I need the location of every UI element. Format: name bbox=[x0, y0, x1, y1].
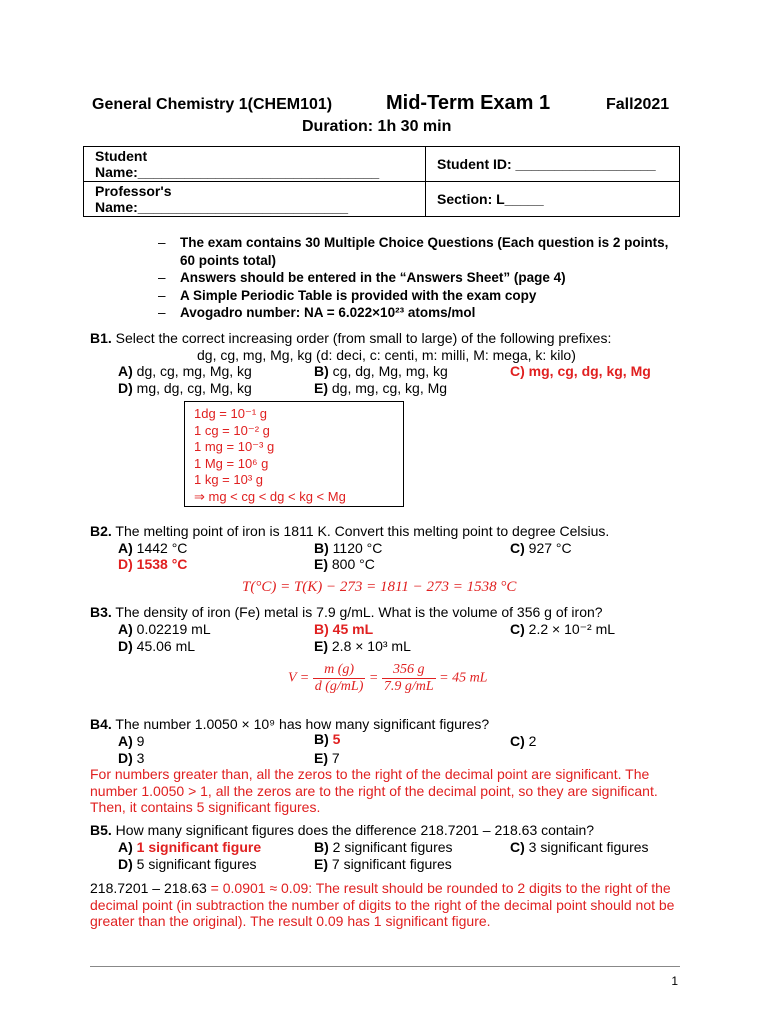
b4-option-a[interactable]: A) 9 bbox=[118, 733, 145, 749]
b2-option-b[interactable]: B) 1120 °C bbox=[314, 540, 383, 556]
b2-option-e[interactable]: E) 800 °C bbox=[314, 556, 375, 572]
student-id-field[interactable]: Student ID: __________________ bbox=[426, 147, 680, 182]
b5-option-d[interactable]: D) 5 significant figures bbox=[118, 856, 257, 872]
b3-option-a[interactable]: A) 0.02219 mL bbox=[118, 621, 211, 637]
question-b1 bbox=[90, 330, 611, 347]
b1-option-c-correct[interactable]: C) mg, cg, dg, kg, Mg bbox=[510, 363, 651, 379]
b4-option-c[interactable]: C) 2 bbox=[510, 733, 537, 749]
solution-line: 1 Mg = 10⁶ g bbox=[194, 455, 269, 471]
b1-option-e[interactable]: E) dg, mg, cg, kg, Mg bbox=[314, 380, 448, 396]
footer-divider bbox=[90, 966, 680, 967]
question-b5: B5. How many significant figures does the difference 218.7201 – 218.63 contain? bbox=[90, 822, 595, 838]
b1-option-d[interactable]: D) mg, dg, cg, Mg, kg bbox=[118, 380, 252, 396]
b5-option-a-correct[interactable]: A) 1 significant figure bbox=[118, 839, 262, 855]
exam-title: Mid-Term Exam 1 bbox=[386, 92, 551, 114]
question-text: Select the correct increasing order (from small to large) of the following prefixes: bbox=[111, 330, 612, 346]
exam-duration: Duration: 1h 30 min bbox=[302, 118, 452, 135]
question-label: B1. bbox=[90, 330, 112, 346]
question-b2: B2. The melting point of iron is 1811 K. Convert this melting point to degree Celsius. bbox=[90, 523, 610, 539]
exam-term: Fall2021 bbox=[606, 96, 670, 113]
solution-line: 1 kg = 10³ g bbox=[194, 472, 264, 487]
question-b4: B4. The number 1.0050 × 10⁹ has how many significant figures? bbox=[90, 716, 490, 732]
b2-option-d-correct[interactable]: D) 1538 °C bbox=[118, 556, 188, 572]
solution-line: 1dg = 10⁻¹ g bbox=[194, 406, 267, 421]
b4-option-e[interactable]: E) 7 bbox=[314, 750, 340, 766]
b2-option-c[interactable]: C) 927 °C bbox=[510, 540, 572, 556]
student-info-table bbox=[83, 146, 680, 217]
b1-option-a[interactable]: A) dg, cg, mg, Mg, kg bbox=[118, 363, 252, 379]
solution-line: 1 cg = 10⁻² g bbox=[194, 422, 270, 438]
b5-option-e[interactable]: E) 7 significant figures bbox=[314, 856, 452, 872]
exam-rules-list bbox=[158, 234, 685, 322]
solution-line: 1 mg = 10⁻³ g bbox=[194, 439, 275, 454]
b4-option-d[interactable]: D) 3 bbox=[118, 750, 145, 766]
solution-line: ⇒ mg < cg < dg < kg < Mg bbox=[194, 488, 346, 504]
b4-option-b-correct[interactable]: B) 5 bbox=[314, 731, 341, 747]
b2-option-a[interactable]: A) 1442 °C bbox=[118, 540, 188, 556]
page-number: 1 bbox=[671, 974, 678, 988]
rule-item: – Answers should be entered in the “Answers Sheet” (page 4) bbox=[158, 269, 685, 287]
rule-item: – A Simple Periodic Table is provided with the exam copy bbox=[158, 287, 685, 305]
b1-option-b[interactable]: B) cg, dg, Mg, mg, kg bbox=[314, 363, 448, 379]
b5-explanation: 218.7201 – 218.63 = 0.0901 ≈ 0.09: The result should be rounded to 2 digits to the right of the decimal point (in subtraction the number of digits to the right of the decimal point should not be greater than the original). The result 0.09 has 1 significant figure. bbox=[90, 880, 675, 929]
b3-solution-equation: V = $\frac{m (g)}{d (g/mL)}$ = $\frac{356 g}{7.9 g/mL}$ = 45 mL bbox=[288, 662, 488, 694]
b2-solution-equation: T(°C) = T(K) − 273 = 1811 − 273 = 1538 °C bbox=[242, 579, 517, 595]
section-field[interactable]: Section: L_____ bbox=[426, 182, 680, 217]
course-title: General Chemistry 1(CHEM101) bbox=[92, 96, 333, 113]
question-b1-subline: dg, cg, mg, Mg, kg (d: deci, c: centi, m: milli, M: mega, k: kilo) bbox=[197, 347, 576, 363]
b3-option-e[interactable]: E) 2.8 × 10³ mL bbox=[314, 638, 411, 654]
professor-name-field[interactable]: Professor's Name:___________________________ bbox=[84, 182, 426, 217]
b3-option-c[interactable]: C) 2.2 × 10⁻² mL bbox=[510, 621, 616, 637]
b3-option-b-correct[interactable]: B) 45 mL bbox=[314, 621, 374, 637]
b5-option-b[interactable]: B) 2 significant figures bbox=[314, 839, 453, 855]
b3-option-d[interactable]: D) 45.06 mL bbox=[118, 638, 196, 654]
question-b3: B3. The density of iron (Fe) metal is 7.9 g/mL. What is the volume of 356 g of iron? bbox=[90, 604, 603, 620]
b1-solution-box bbox=[184, 401, 404, 507]
student-name-field[interactable]: Student Name:_______________________________ bbox=[84, 147, 426, 182]
b5-option-c[interactable]: C) 3 significant figures bbox=[510, 839, 649, 855]
rule-item: – The exam contains 30 Multiple Choice Questions (Each question is 2 points, 60 points total) bbox=[158, 234, 685, 269]
rule-item: – Avogadro number: NA = 6.022×10²³ atoms/mol bbox=[158, 304, 685, 322]
b4-explanation: For numbers greater than, all the zeros to the right of the decimal point are significant. The number 1.0050 > 1, all the zeros are to the right of the decimal point, so they are significant. Then, it contains 5 significant figures. bbox=[90, 766, 658, 815]
